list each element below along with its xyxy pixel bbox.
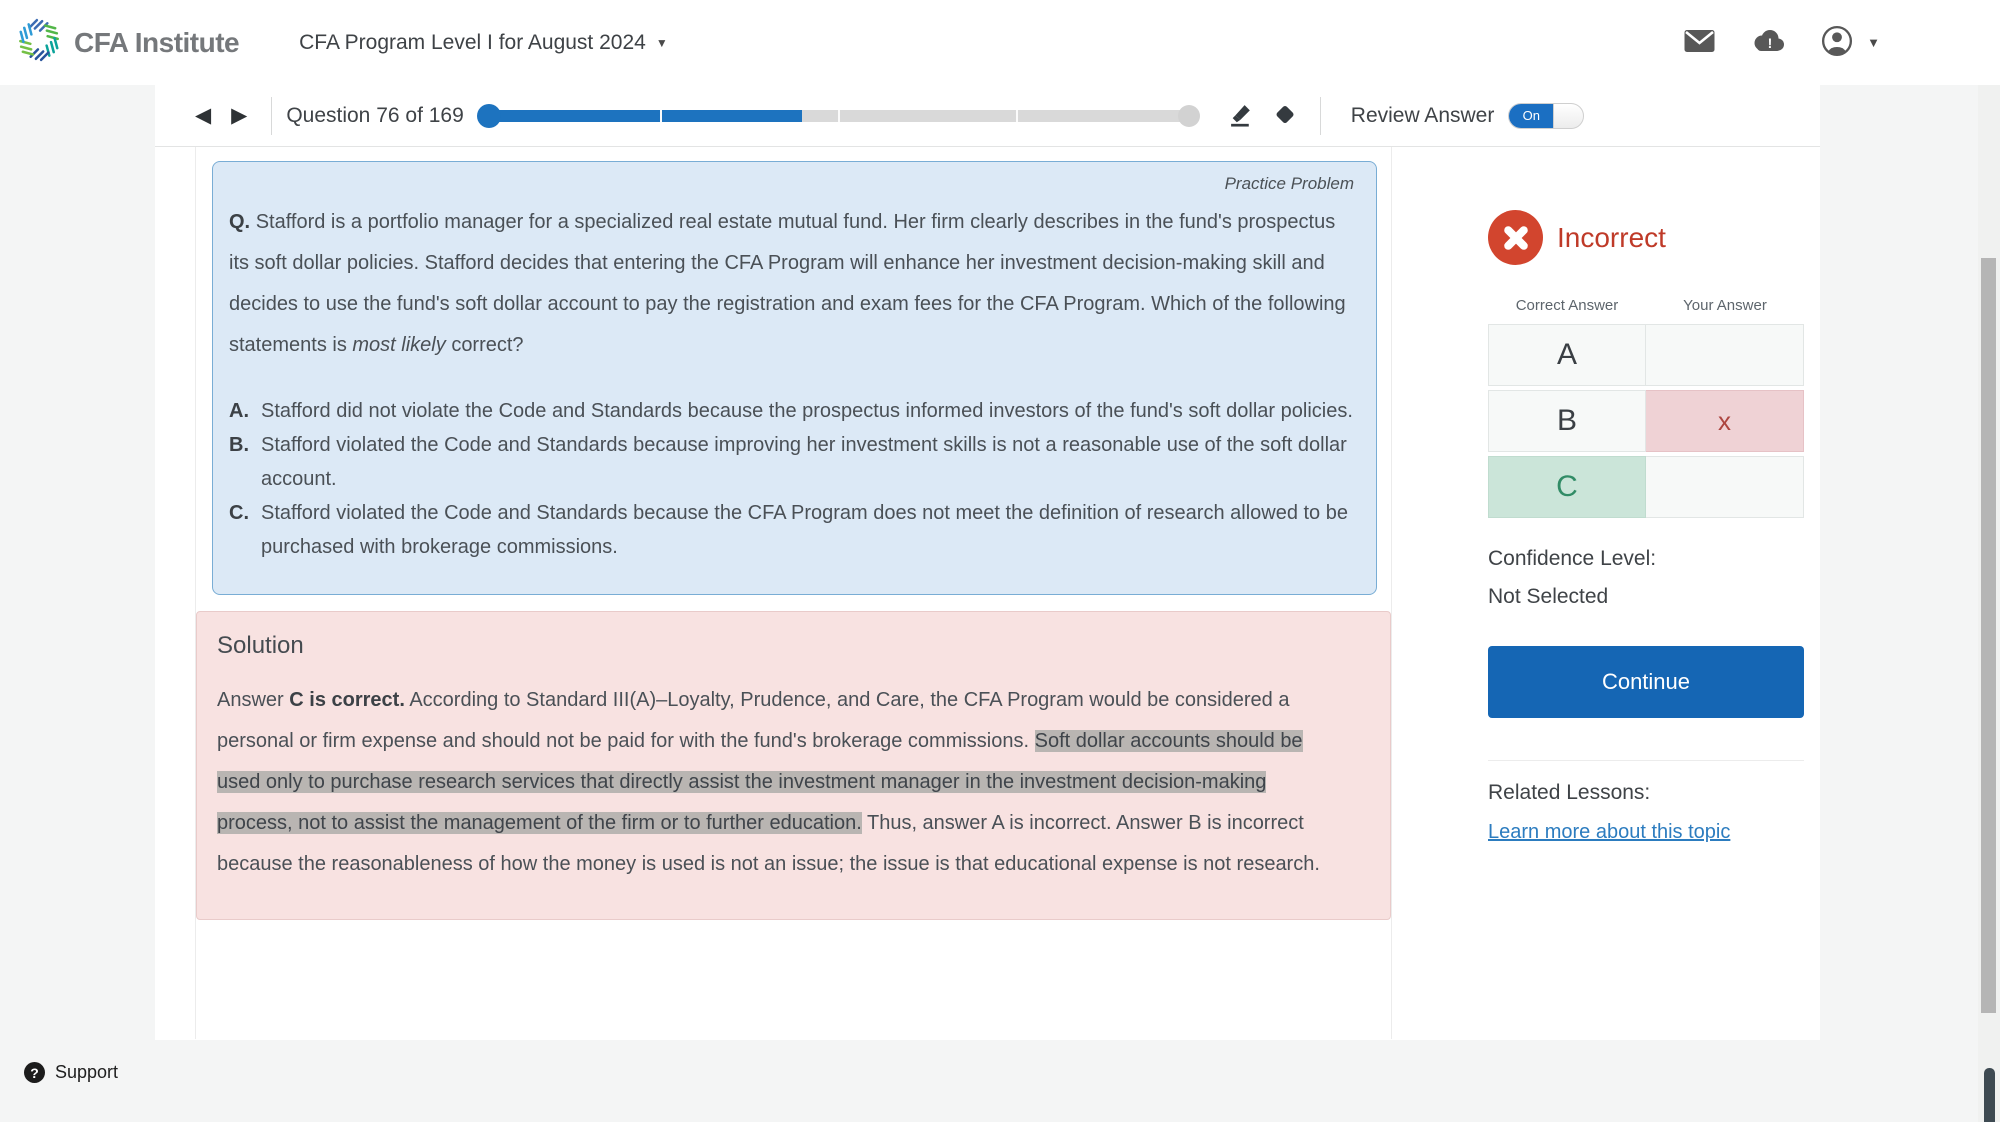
progress-tick [660, 110, 662, 122]
review-answer-toggle[interactable] [1508, 103, 1584, 129]
header-actions [1684, 25, 1880, 60]
choice-c-label: C. [229, 502, 249, 524]
your-answer-column-header: Your Answer [1683, 297, 1767, 314]
solution-answer-bold: C is correct. [289, 689, 405, 711]
scrollbar [1978, 0, 2000, 1122]
eraser-icon [1271, 101, 1298, 131]
answer-row-a [1488, 324, 1804, 386]
highlighter-icon [1228, 101, 1255, 131]
content-column [155, 85, 1820, 1040]
progress-start-knob [477, 104, 501, 128]
confidence-section [1488, 540, 1804, 616]
choice-b [229, 428, 1356, 496]
answer-row-c-your-answer [1646, 456, 1804, 518]
question-counter: Question 76 of 169 [286, 103, 464, 127]
divider [1488, 760, 1804, 761]
solution-card [196, 611, 1391, 920]
answer-comparison-table [1488, 297, 1804, 518]
related-lessons-label: Related Lessons: [1488, 781, 1651, 804]
result-panel [1488, 147, 1804, 844]
solution-answer-prefix: Answer [217, 689, 284, 711]
cfa-logo-icon [16, 17, 62, 68]
next-question-button[interactable]: ▶ [221, 101, 257, 130]
practice-problem-tag: Practice Problem [1224, 174, 1354, 193]
envelope-icon [1684, 29, 1715, 56]
solution-text-2: Thus, answer A is incorrect. Answer B is incorrect because the reasonableness of how the money is used is not an issue; the issue is that educational expense is not research. [217, 812, 1320, 875]
support-label: Support [55, 1062, 119, 1082]
toggle-on-label: On [1509, 104, 1553, 128]
main-area [155, 147, 1820, 1039]
previous-question-button[interactable]: ◀ [185, 101, 221, 130]
scrollbar-thumb[interactable] [1981, 258, 1996, 1013]
course-title: CFA Program Level I for August 2024 [299, 30, 646, 54]
result-status [1488, 210, 1804, 265]
help-question-icon: ? [24, 1062, 45, 1083]
question-stem [229, 202, 1356, 366]
brand-name: CFA Institute [74, 26, 240, 58]
stem-text: Stafford is a portfolio manager for a specialized real estate mutual fund. Her firm clearly describes in the fund's prospectus its soft dollar policies. Stafford decides that entering the CFA Program will enhance her investment decision-making skill and decides to use the fund's soft dollar account to pay the registration and exam fees for the CFA Program. Which of the following statements is [229, 211, 1346, 356]
stem-italic-text: most likely [352, 334, 446, 356]
user-avatar-icon [1821, 25, 1853, 60]
choice-b-text: Stafford violated the Code and Standards because improving her investment skills is not a reasonable use of the soft dollar account. [261, 434, 1347, 490]
confidence-level-label: Confidence Level: [1488, 547, 1657, 570]
divider [1320, 97, 1321, 135]
eraser-button[interactable] [1263, 97, 1306, 135]
answer-row-a-your-answer [1646, 324, 1804, 386]
question-card [212, 161, 1377, 595]
answer-choices [229, 394, 1356, 564]
account-menu-button[interactable] [1821, 25, 1853, 60]
answer-row-b-letter: B [1488, 390, 1646, 452]
toggle-knob [1553, 104, 1583, 128]
choice-b-label: B. [229, 434, 249, 456]
chevron-down-icon: ▼ [655, 35, 668, 50]
question-pane [195, 147, 1392, 1039]
choice-a [229, 394, 1356, 428]
stem-tail-text: correct? [451, 334, 524, 356]
progress-end-knob [1178, 105, 1200, 127]
answer-row-a-letter: A [1488, 324, 1646, 386]
confidence-level-value: Not Selected [1488, 585, 1609, 608]
svg-text:!: ! [1767, 35, 1773, 51]
messages-button[interactable] [1684, 29, 1715, 56]
answer-row-b [1488, 390, 1804, 452]
answer-row-b-your-answer: x [1646, 390, 1804, 452]
learn-more-link[interactable]: Learn more about this topic [1488, 821, 1731, 843]
progress-tick [838, 110, 840, 122]
choice-c [229, 496, 1356, 564]
account-chevron-down-icon[interactable]: ▼ [1867, 35, 1880, 50]
incorrect-x-icon [1488, 210, 1543, 265]
cloud-alert-icon [1751, 28, 1785, 57]
progress-bar[interactable] [482, 104, 1194, 128]
answer-row-c [1488, 456, 1804, 518]
solution-text [217, 680, 1338, 885]
highlighter-button[interactable] [1220, 97, 1263, 135]
inner-scrollbar-thumb[interactable] [1984, 1068, 1995, 1122]
alerts-button[interactable] [1751, 28, 1785, 57]
course-selector[interactable] [299, 31, 668, 55]
answer-row-c-letter: C [1488, 456, 1646, 518]
choice-a-label: A. [229, 400, 249, 422]
progress-fill [482, 110, 802, 122]
progress-tick [1016, 110, 1018, 122]
solution-text-1: According to Standard III(A)–Loyalty, Prudence, and Care, the CFA Program would be considered a personal or firm expense and should not be paid for with the fund's brokerage commissions. [217, 689, 1290, 752]
brand [16, 17, 239, 68]
continue-button[interactable]: Continue [1488, 646, 1804, 718]
question-navbar [155, 85, 1820, 147]
choice-c-text: Stafford violated the Code and Standards because the CFA Program does not meet the definition of research allowed to be purchased with brokerage commissions. [261, 502, 1348, 558]
solution-heading: Solution [217, 632, 304, 659]
question-prefix: Q. [229, 211, 251, 233]
app-header [0, 0, 2000, 85]
review-answer-label: Review Answer [1350, 103, 1495, 127]
support-button[interactable] [24, 1062, 118, 1083]
correct-answer-column-header: Correct Answer [1515, 297, 1619, 314]
answer-table-header [1488, 297, 1804, 314]
divider [271, 97, 272, 135]
choice-a-text: Stafford did not violate the Code and Standards because the prospectus informed investors of the fund's soft dollar policies. [261, 400, 1353, 422]
solution-highlighted-text: Soft dollar accounts should be used only to purchase research services that directly assist the investment manager in the investment decision-making process, not to assist the management of the firm or to further education. [217, 730, 1303, 834]
result-status-label: Incorrect [1557, 221, 1666, 253]
